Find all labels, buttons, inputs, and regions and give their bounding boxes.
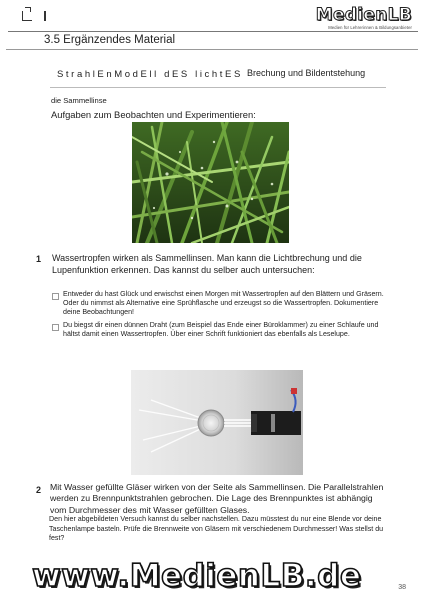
task-2-text: Mit Wasser gefüllte Gläser wirken von der Seite als Sammellinsen. Die Parallelstrahlen werden zu Brennpunktstrahlen gebrochen. Die Lage des Brennpunktes ist abhängig vom Durchmesser des mit Wasser gefüllten Glases. [50, 482, 384, 515]
chapter-subtitle: Brechung und Bildentstehung [247, 68, 366, 78]
task-heading: Aufgaben zum Beobachten und Experimentieren: [51, 109, 256, 120]
logo [316, 6, 412, 30]
chapter-rule [50, 87, 386, 88]
header-rule [8, 31, 418, 32]
bullet-1-text: Entweder du hast Glück und erwischst einen Morgen mit Wassertropfen auf den Blättern und Gräsern. Oder du nimmst als Alternative eine Sprühflasche und erzeugst so die Wassertropfen. Dokumentiere deine Beobachtungen! [63, 290, 384, 317]
task-1-text: Wassertropfen wirken als Sammellinsen. Man kann die Lichtbrechung und die Lupenfunktion erkennen. Das kannst du selber auch untersuchen: [52, 253, 362, 275]
logo-tagline: Medien für Lehrerinnen & Bildungsanbieter [328, 25, 412, 30]
section-title: 3.5 Ergänzendes Material [44, 34, 176, 46]
grass-droplets-photo [132, 122, 289, 243]
bullet-2-checkbox-icon [52, 324, 59, 331]
water-glass-lens-photo [131, 370, 303, 475]
topic-subtitle: die Sammellinse [51, 96, 107, 105]
bullet-2-text: Du biegst dir einen dünnen Draht (zum Beispiel das Ende einer Büroklammer) zu einer Schlaufe und hältst damit einen Wassertropfen. Über einer Schrift funktioniert das ebenfalls als Leselupe. [63, 321, 379, 339]
page-corner-icon [22, 11, 32, 21]
section-rule [6, 49, 418, 50]
task-2-instructions: Den hier abgebildeten Versuch kannst du selber nachstellen. Dazu müsstest du nur eine Blende vor deine Taschenlampe basteln. Prüfe die Brennweite von Gläsern mit verschiedenem Durchmesser! Was stellst du fest? [49, 515, 384, 543]
footer-url: www.MedienLB.de [32, 558, 362, 594]
task-number-1: 1 [36, 254, 42, 264]
chapter-title: StrahlEnModEll dES lichtES [57, 69, 243, 80]
bullet-1-checkbox-icon [52, 293, 59, 300]
logo-wordmark: MedienLB [315, 5, 412, 25]
task-number-2: 2 [36, 485, 42, 495]
page-number: 38 [398, 584, 406, 591]
page-marker-icon [44, 11, 46, 21]
